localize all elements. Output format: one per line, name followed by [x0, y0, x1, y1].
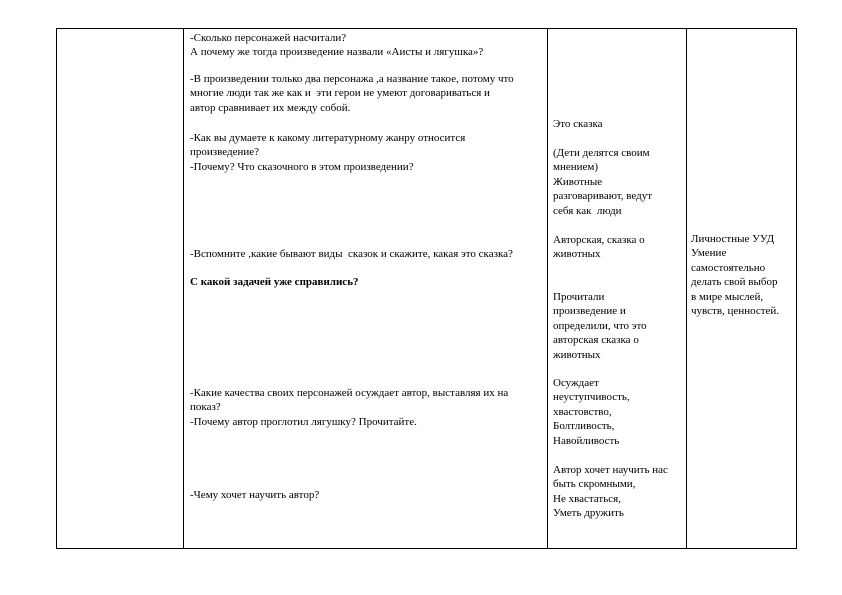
question-block-bold [190, 275, 359, 289]
text-line: Прочитали [553, 291, 605, 303]
text-line: определили, что это [553, 319, 647, 332]
text-line: -Какие качества своих персонажей осуждает автор, выставляя их на [190, 387, 509, 399]
text-line: разговаривают, ведут [553, 190, 653, 203]
text-line: Это сказка [553, 118, 603, 130]
text-line: Не хвастаться, [553, 492, 621, 505]
text-line: самостоятельно [691, 261, 766, 274]
question-block [190, 31, 483, 60]
text-line: себя как люди [553, 204, 622, 217]
table-cell-empty [56, 28, 183, 549]
table-cell-student-answers [547, 28, 686, 549]
text-line: -Вспомните ,какие бывают виды сказок и скажите, какая это сказка? [190, 248, 513, 260]
text-line: -Как вы думаете к какому литературному жанру относится [190, 132, 466, 144]
text-line: Автор хочет научить нас [553, 464, 668, 476]
text-line: -В произведении только два персонажа ,а название такое, потому что [190, 73, 514, 85]
text-line: делать свой выбор [691, 276, 778, 289]
text-line: -Сколько персонажей насчитали? [190, 32, 347, 44]
text-line: животных [553, 248, 601, 261]
text-line: -Почему автор проглотил лягушку? Прочитайте. [190, 415, 417, 428]
text-line: Болтливость, [553, 420, 615, 433]
answer-block [553, 290, 647, 362]
question-block [190, 72, 514, 115]
text-line: чувств, ценностей. [691, 305, 780, 318]
bold-text-line: С какой задачей уже справились? [190, 276, 359, 288]
answer-block [553, 146, 652, 218]
text-line: Умение [691, 247, 727, 260]
text-line: Уметь дружить [553, 507, 624, 520]
uud-block [691, 232, 779, 318]
text-line: хвастовство, [553, 405, 612, 418]
text-line: Личностные УУД [691, 233, 775, 245]
text-line: животных [553, 348, 601, 361]
text-line: быть скромными, [553, 478, 636, 491]
text-line: -Чему хочет научить автор? [190, 489, 320, 501]
text-line: произведение? [190, 146, 260, 159]
question-block [190, 488, 319, 502]
text-line: -Почему? Что сказочного в этом произведении? [190, 160, 414, 173]
text-line: в мире мыслей, [691, 290, 764, 303]
answer-block [553, 117, 603, 131]
text-line: А почему же тогда произведение назвали «Аисты и лягушка»? [190, 46, 484, 59]
question-block [190, 247, 513, 261]
text-line: неуступчивость, [553, 391, 630, 404]
text-line: автор сравнивает их между собой. [190, 101, 351, 114]
text-line: авторская сказка о [553, 334, 639, 347]
text-line: Авторская, сказка о [553, 234, 645, 246]
text-line: (Дети делятся своим [553, 147, 650, 159]
question-block [190, 386, 508, 429]
question-block [190, 131, 465, 174]
text-line: Навойливость [553, 434, 620, 447]
answer-block [553, 463, 668, 521]
text-line: произведение и [553, 305, 626, 318]
table-cell-teacher-questions [183, 28, 547, 549]
table-cell-uud [686, 28, 797, 549]
text-line: мнением) [553, 161, 599, 174]
answer-block [553, 376, 630, 448]
text-line: показ? [190, 401, 221, 414]
text-line: Животные [553, 175, 603, 188]
text-line: Осуждает [553, 377, 599, 389]
answer-block [553, 233, 645, 262]
text-line: многие люди так же как и эти герои не умеют договариваться и [190, 87, 490, 100]
